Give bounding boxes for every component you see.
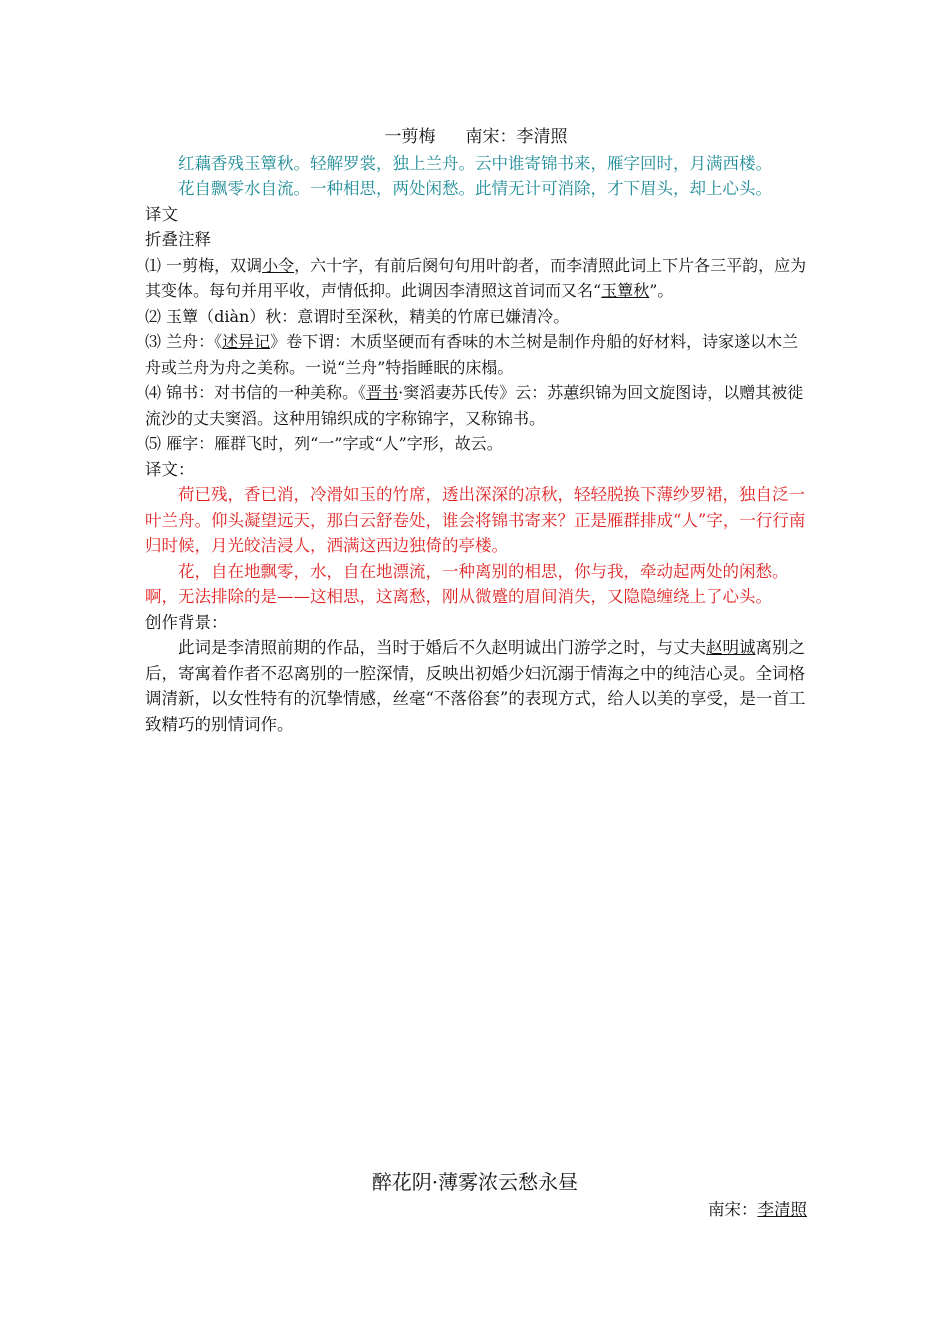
label-yiwen: 译文 <box>145 204 178 224</box>
link-shuyiji[interactable]: 述异记 <box>222 332 271 351</box>
note-5: ⑸ 雁字：雁群飞时，列“一”字或“人”字形，故云。 <box>145 434 503 453</box>
poem1-title: 一剪梅 <box>384 127 436 147</box>
note-4: ⑷ 锦书：对书信的一种美称。《晋书·窦滔妻苏氏传》云：苏蕙织锦为回文旋图诗，以赠其被徙流沙的丈夫窦滔。这种用锦织成的字称锦字，又称锦书。 <box>145 383 804 428</box>
translation-2: 花，自在地飘零，水，自在地漂流，一种离别的相思，你与我，牵动起两处的闲愁。啊，无法排除的是——这相思，这离愁，刚从微蹙的眉间消失，又隐隐缠绕上了心头。 <box>145 561 789 606</box>
link-jinshu[interactable]: 晋书 <box>366 383 399 402</box>
poem1-author: 南宋：李清照 <box>465 127 568 147</box>
translation-1: 荷已残，香已消，冷滑如玉的竹席，透出深深的凉秋，轻轻脱换下薄纱罗裙，独自泛一叶兰舟。仰头凝望远天，那白云舒卷处，谁会将锦书寄来？正是雁群排成“人”字，一行行南归时候，月光皎洁浸人，洒满这西边独倚的亭楼。 <box>145 485 806 555</box>
background-text: 此词是李清照前期的作品，当时于婚后不久赵明诚出门游学之时，与丈夫赵明诚离别之后，寄寓着作者不忍离别的一腔深情，反映出初婚少妇沉溺于情海之中的纯洁心灵。全词格调清新，以女性特有的沉挚情感，丝毫“不落俗套”的表现方式，给人以美的享受，是一首工致精巧的别情词作。 <box>145 638 806 734</box>
poem1-title-line <box>145 125 807 151</box>
link-xiaoling[interactable]: 小令 <box>262 255 295 275</box>
note-1: ⑴ 一剪梅，双调小令，六十字，有前后阕句句用叶韵者，而李清照此词上下片各三平韵，应为其变体。每句并用平收，声情低抑。此调因李清照这首词而又名“玉簟秋”。 <box>145 255 807 300</box>
note-2: ⑵ 玉簟（diàn）秋：意谓时至深秋，精美的竹席已嫌清冷。 <box>145 306 570 326</box>
label-yiwen-2: 译文： <box>145 459 195 479</box>
link-zhaomingcheng[interactable]: 赵明诚 <box>706 638 756 657</box>
document-page <box>145 125 807 737</box>
label-zhedie: 折叠注释 <box>145 230 211 249</box>
poem1-stanza-1: 红藕香残玉簟秋。轻解罗裳，独上兰舟。云中谁寄锦书来，雁字回时，月满西楼。 <box>178 153 772 173</box>
link-author-liqingzhao[interactable]: 李清照 <box>757 1200 807 1219</box>
poem2-title: 醉花阴·薄雾浓云愁永昼 <box>371 1170 579 1194</box>
label-background: 创作背景： <box>145 612 228 632</box>
poem1-stanza-2: 花自飘零水自流。一种相思，两处闲愁。此情无计可消除，才下眉头，却上心头。 <box>178 179 772 198</box>
poem2-dynasty: 南宋： <box>708 1200 758 1219</box>
note-3: ⑶ 兰舟：《述异记》卷下谓：木质坚硬而有香味的木兰树是制作舟船的好材料，诗家遂以木兰舟或兰舟为舟之美称。一说“兰舟”特指睡眠的床榻。 <box>145 332 799 377</box>
poem2-author-line <box>708 1196 807 1220</box>
link-yudianqiu[interactable]: 玉簟秋 <box>601 281 650 300</box>
